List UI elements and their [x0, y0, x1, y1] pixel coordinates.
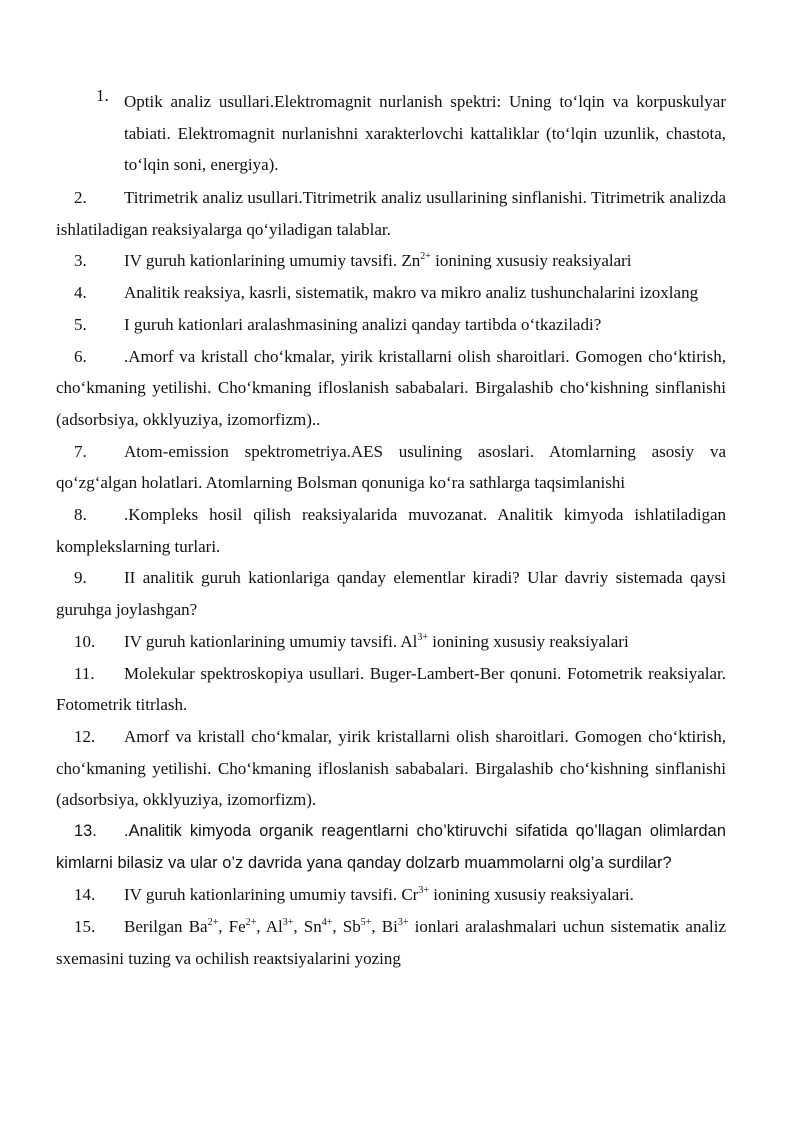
- item-text-tail: ionining xususiy reaksiyalari: [428, 631, 629, 651]
- question-item-14: [56, 879, 726, 911]
- item-number: 6.: [74, 346, 87, 366]
- item-text: , Al: [256, 917, 283, 937]
- item-number: 13.: [74, 822, 97, 841]
- item-number: 4.: [74, 283, 87, 303]
- item-text: Amorf va kristall cho‘kmalar, yirik kristallarni olish sharoitlari. Gomogen cho‘ktirish, cho‘kmaning yetilishi. Cho‘kmaning ifloslanish sababalari. Birgalashib cho‘kishning sinflanishi (adsorbsiya, okklyuziya, izomorfizm).: [56, 726, 726, 810]
- item-number: 10.: [74, 631, 96, 651]
- item-text: , Sb: [332, 917, 361, 937]
- ion-charge: 2+: [207, 917, 219, 929]
- item-text-tail: ionining xususiy reaksiyalari: [430, 251, 632, 271]
- question-item-15: [56, 911, 726, 974]
- question-item-4: [56, 277, 726, 309]
- item-number: 11.: [74, 663, 95, 683]
- question-item-1: [96, 86, 726, 181]
- item-number: 1.: [96, 86, 109, 105]
- item-text: Analitik reaksiya, kasrli, sistematik, makro va mikro analiz tushunchalarini izoxlang: [124, 283, 699, 303]
- item-text: Molekular spektroskopiya usullari. Buger-Lambert-Ber qonuni. Fotometrik reaksiyalar. Fotometrik titrlash.: [56, 663, 726, 715]
- ion-charge: 5+: [360, 917, 372, 929]
- question-item-9: [56, 562, 726, 625]
- question-item-13: [56, 816, 726, 879]
- item-text: Optik analiz usullari.Elektromagnit nurlanish spektri: Uning to‘lqin va korpuskulyar tabiati. Elektromagnit nurlanishni xarakterlovchi kattaliklar (to‘lqin uzunlik, chastota, to‘lqin soni, energiya).: [124, 92, 726, 174]
- item-text: IV guruh kationlarining umumiy tavsifi. Cr: [124, 885, 419, 905]
- item-text: , Bi: [371, 917, 398, 937]
- item-text: , Sn: [293, 917, 322, 937]
- item-text: .Kompleks hosil qilish reaksiyalarida muvozanat. Analitik kimyoda ishlatiladigan komplekslarning turlari.: [56, 505, 726, 556]
- question-item-12: [56, 721, 726, 816]
- item-number: 2.: [74, 188, 87, 207]
- ion-charge: 3+: [418, 885, 429, 897]
- ion-charge: 2+: [420, 251, 431, 263]
- question-item-11: [56, 658, 726, 721]
- ion-charge: 4+: [321, 917, 333, 929]
- item-text: II analitik guruh kationlariga qanday elementlar kiradi? Ular davriy sistemada qaysi guruhga joylashgan?: [56, 568, 726, 620]
- ion-charge: 3+: [417, 631, 429, 643]
- item-text: IV guruh kationlarining umumiy tavsifi. Zn: [124, 251, 421, 271]
- question-item-6: [56, 341, 726, 436]
- item-number: 8.: [74, 505, 87, 525]
- item-text-tail: ionlari aralashmalari uchun sistematiк analiz sxemasini tuzing va ochilish reaкtsiyalarini yozing: [56, 917, 726, 968]
- question-item-8: [56, 499, 726, 562]
- ion-charge: 3+: [397, 917, 409, 929]
- ion-charge: 3+: [282, 917, 294, 929]
- item-text: .Amorf va kristall cho‘kmalar, yirik kristallarni olish sharoitlari. Gomogen cho‘ktirish, cho‘kmaning yetilishi. Cho‘kmaning ifloslanish sababalari. Birgalashib cho‘kishning sinflanishi (adsorbsiya, okklyuziya, izomorfizm)..: [56, 346, 726, 429]
- question-item-5: [56, 309, 726, 341]
- question-item-2: [56, 182, 726, 245]
- item-text: Atom-emission spektrometriya.AES usulining asoslari. Atomlarning asosiy va qo‘zg‘algan holatlari. Atomlarning Bolsman qonuniga ko‘ra sathlarga taqsimlanishi: [56, 441, 726, 493]
- question-item-10: [56, 626, 726, 658]
- item-number: 12.: [74, 726, 96, 746]
- item-number: 9.: [74, 568, 87, 588]
- item-text: .Analitik kimyoda organik reagentlarni cho’ktiruvchi sifatida qo’llagan olimlardan kimlarni bilasiz va ular o’z davrida yana qanday dolzarb muammolarni olg’a surdilar?: [56, 822, 726, 872]
- item-number: 5.: [74, 314, 87, 334]
- item-text: IV guruh kationlarining umumiy tavsifi. Al: [124, 631, 418, 651]
- ion-charge: 2+: [245, 917, 257, 929]
- item-text: I guruh kationlari aralashmasining analizi qanday tartibda o‘tkaziladi?: [124, 314, 602, 334]
- item-number: 3.: [74, 251, 87, 271]
- item-text: Titrimetrik analiz usullari.Titrimetrik analiz usullarining sinflanishi. Titrimetrik analizda ishlatiladigan reaksiyalarga qo‘yiladigan talablar.: [56, 188, 726, 239]
- question-item-7: [56, 436, 726, 499]
- item-text: , Fe: [218, 917, 246, 937]
- item-number: 15.: [74, 917, 96, 937]
- item-number: 14.: [74, 885, 96, 905]
- question-list: [56, 182, 726, 975]
- question-item-3: [56, 245, 726, 277]
- item-number: 7.: [74, 441, 87, 461]
- item-text: Berilgan Ba: [124, 917, 208, 937]
- item-text-tail: ionining xususiy reaksiyalari.: [428, 885, 634, 905]
